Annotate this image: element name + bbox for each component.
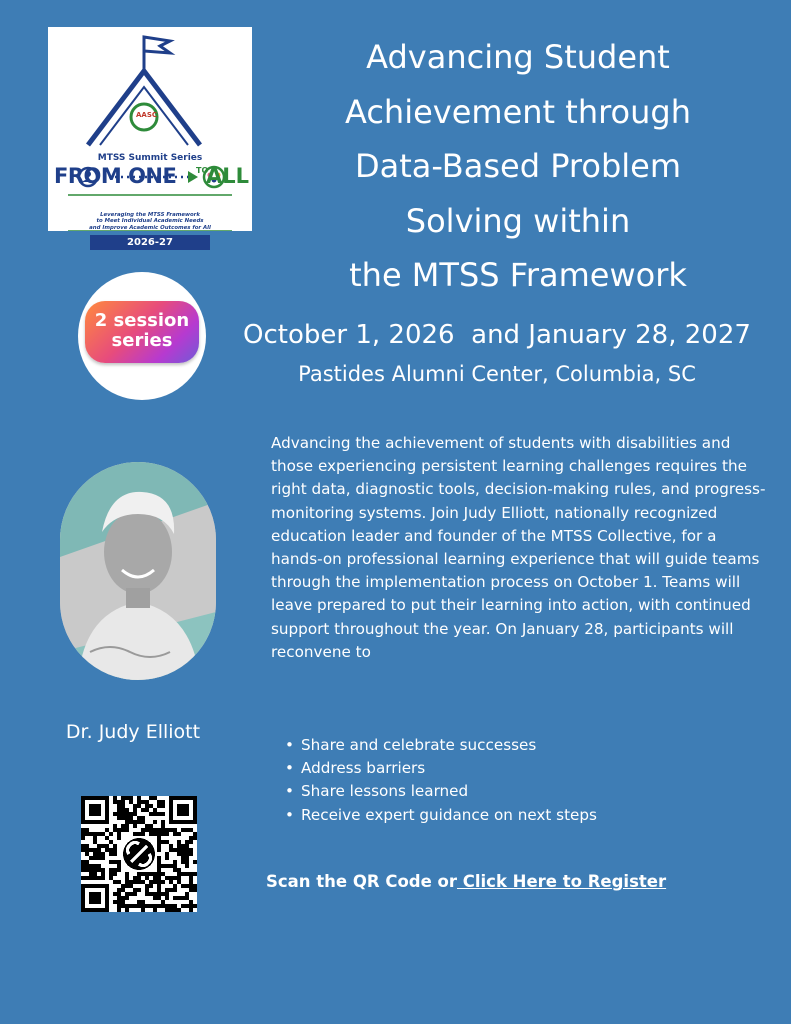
- logo-tagline: Leveraging the MTSS Framework to Meet Individual Academic Needs and Improve Academic Outcomes for All: [89, 212, 211, 231]
- mountain-flag-icon: [48, 27, 252, 231]
- event-description: Advancing the achievement of students with disabilities and those experiencing persistent learning challenges requires the right data, diagnostic tools, decision-making rules, and progress-monitoring systems. Join Judy Elliott, nationally recognized education leader and founder of the MTSS Collective, for a hands-on professional learning experience that will guide teams through the implementation process on October 1. Teams will leave prepared to put their learning into action, with continued support throughout the year. On January 28, participants will reconvene to: [271, 434, 766, 661]
- event-venue: Pastides Alumni Center, Columbia, SC: [298, 362, 696, 386]
- page-title: Advancing Student Achievement through Data-Based Problem Solving within the MTSS Framework: [345, 38, 691, 294]
- session-badge: 2 session series: [85, 301, 199, 363]
- logo-series: MTSS Summit Series: [97, 153, 203, 163]
- logo-to: TO: [196, 166, 209, 175]
- register-line: [266, 868, 766, 896]
- event-dates: October 1, 2026 and January 28, 2027: [243, 320, 751, 350]
- qr-code[interactable]: [81, 796, 197, 912]
- logo-from-one: FROM ONE: [54, 164, 177, 188]
- list-item: • Receive expert guidance on next steps: [283, 804, 753, 827]
- list-item: • Share and celebrate successes: [283, 734, 753, 757]
- summit-logo: [48, 27, 252, 248]
- logo-all: ALL: [206, 164, 250, 188]
- agenda-list: [283, 734, 753, 827]
- logo-year: 2026-27: [90, 235, 210, 250]
- register-prefix: Scan the QR Code or: [266, 872, 457, 891]
- list-item: • Address barriers: [283, 757, 753, 780]
- aasc-badge-text: AASC: [136, 111, 158, 119]
- speaker-name: Dr. Judy Elliott: [65, 721, 201, 743]
- speaker-photo: [60, 462, 216, 680]
- register-link[interactable]: Click Here to Register: [457, 872, 667, 891]
- list-item: • Share lessons learned: [283, 780, 753, 803]
